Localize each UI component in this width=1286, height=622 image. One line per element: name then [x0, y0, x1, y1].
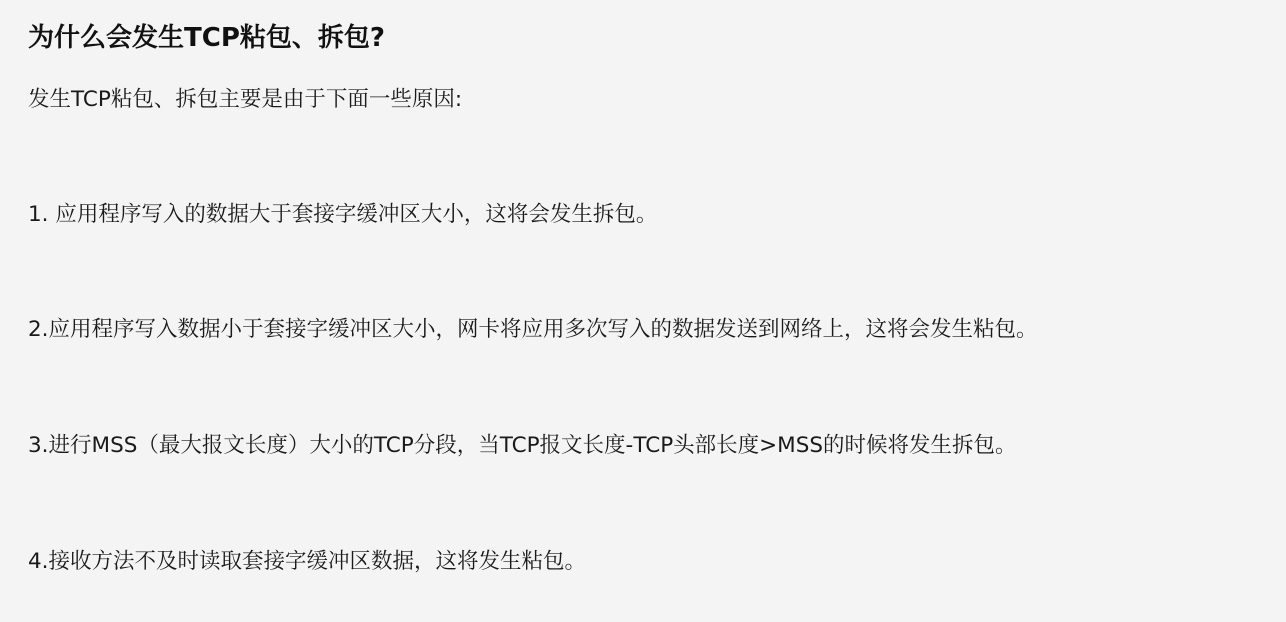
reason-item-2: 2.应用程序写入数据小于套接字缓冲区大小，网卡将应用多次写入的数据发送到网络上，这将会发生粘包。	[28, 317, 1038, 342]
reason-item-4: 4.接收方法不及时读取套接字缓冲区数据，这将发生粘包。	[28, 549, 587, 574]
reason-item-3: 3.进行MSS（最大报文长度）大小的TCP分段，当TCP报文长度-TCP头部长度>MSS的时候将发生拆包。	[28, 433, 1017, 458]
article-heading: 为什么会发生TCP粘包、拆包?	[28, 23, 385, 53]
reason-item-1: 1. 应用程序写入的数据大于套接字缓冲区大小，这将会发生拆包。	[28, 202, 658, 227]
intro-paragraph: 发生TCP粘包、拆包主要是由于下面一些原因:	[28, 87, 463, 112]
